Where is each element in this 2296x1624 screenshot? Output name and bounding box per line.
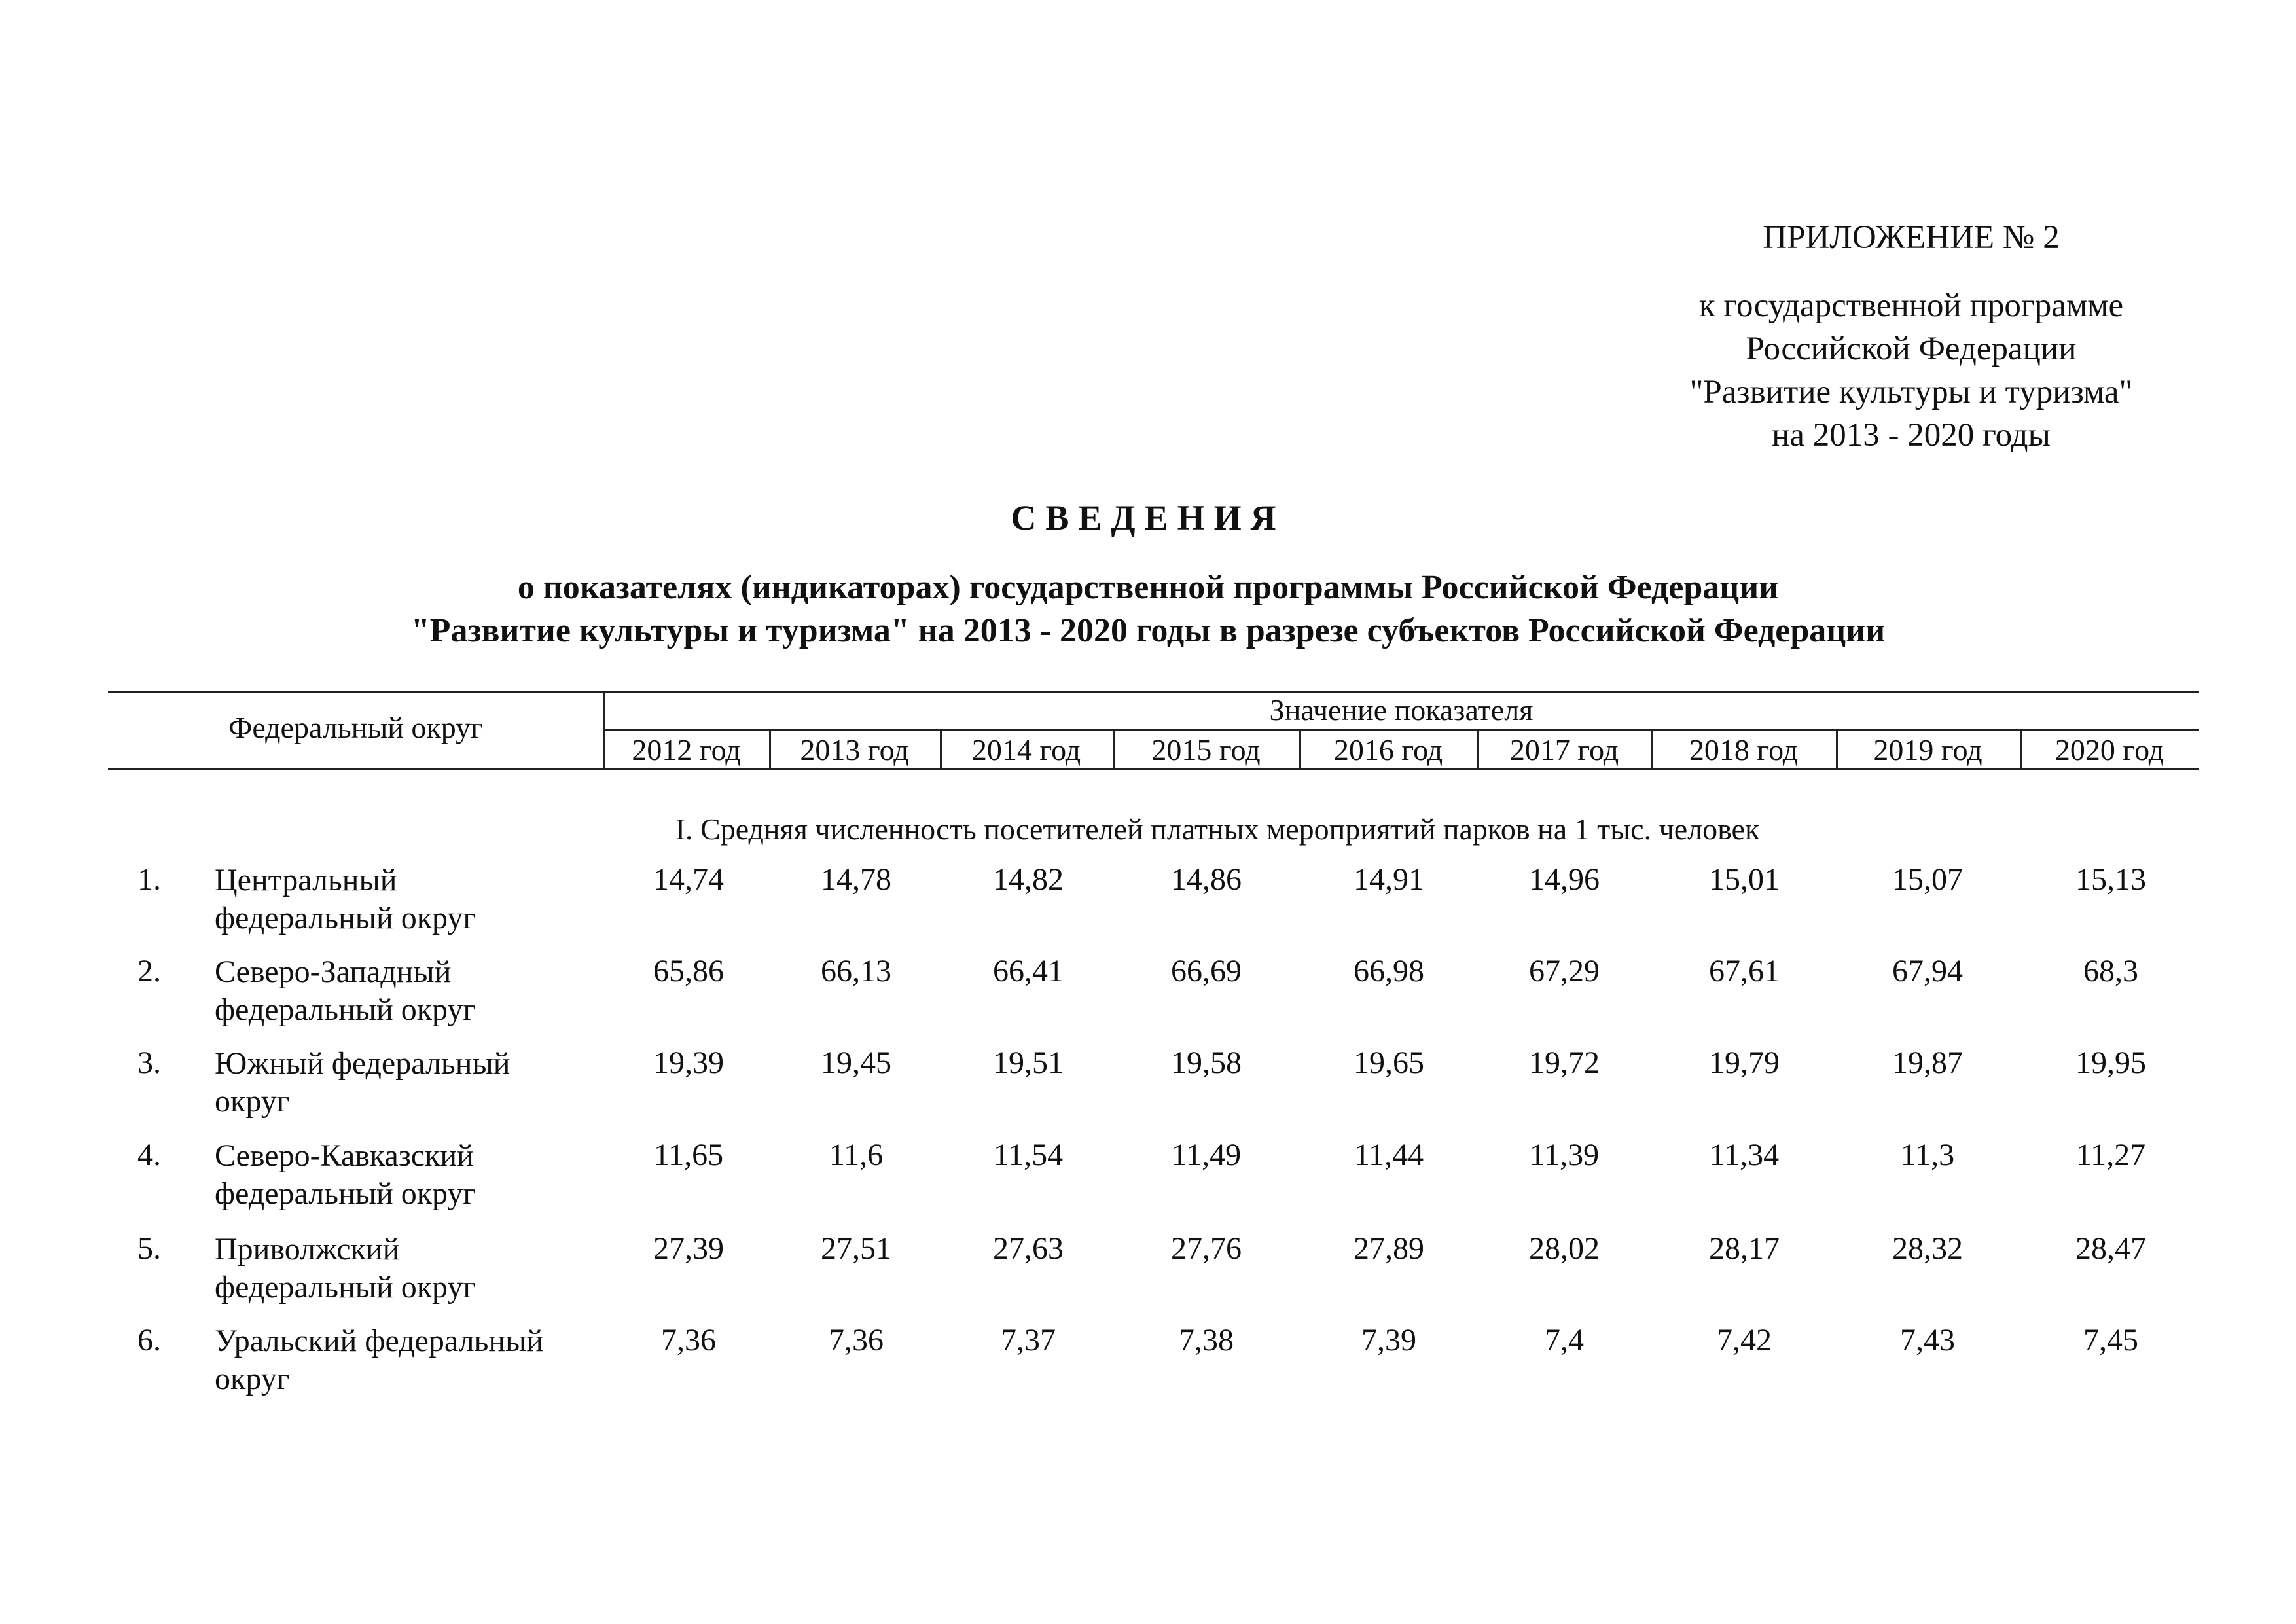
district-name-line: Уральский федеральный xyxy=(215,1324,544,1358)
indicator-value: 66,69 xyxy=(1171,954,1242,988)
district-name xyxy=(215,1137,607,1213)
indicator-value: 15,01 xyxy=(1709,862,1780,897)
header-year-cell: 2015 год xyxy=(1151,733,1261,767)
indicator-value: 11,39 xyxy=(1529,1138,1600,1172)
district-name-line: Приволжский xyxy=(215,1232,400,1267)
indicator-value: 19,72 xyxy=(1529,1045,1600,1080)
indicator-value: 7,45 xyxy=(2083,1323,2138,1358)
indicator-value: 19,45 xyxy=(821,1045,891,1080)
indicator-value: 19,39 xyxy=(653,1045,724,1080)
district-name-line: федеральный округ xyxy=(215,1270,476,1305)
indicator-value: 11,27 xyxy=(2075,1138,2146,1172)
indicator-value: 19,87 xyxy=(1892,1045,1963,1080)
row-number: 1. xyxy=(137,862,161,897)
district-name xyxy=(215,861,607,937)
row-number: 3. xyxy=(137,1045,161,1080)
indicator-value: 66,13 xyxy=(821,954,891,988)
indicator-value: 11,3 xyxy=(1900,1138,1955,1172)
row-number: 2. xyxy=(137,954,161,988)
indicator-value: 15,07 xyxy=(1892,862,1963,897)
indicator-value: 7,43 xyxy=(1900,1323,1955,1358)
indicator-value: 19,58 xyxy=(1171,1045,1242,1080)
header-year-cell: 2014 год xyxy=(971,733,1081,767)
indicator-value: 28,32 xyxy=(1892,1231,1963,1266)
indicator-value: 65,86 xyxy=(653,954,724,988)
indicator-value: 15,13 xyxy=(2075,862,2146,897)
indicator-value: 11,54 xyxy=(993,1138,1064,1172)
row-number: 5. xyxy=(137,1231,161,1266)
indicator-value: 27,39 xyxy=(653,1231,724,1266)
indicator-value: 7,36 xyxy=(661,1323,716,1358)
district-name-line: федеральный округ xyxy=(215,992,476,1027)
document-subtitle xyxy=(0,566,2296,653)
indicator-value: 7,38 xyxy=(1179,1323,1234,1358)
district-name-line: федеральный округ xyxy=(215,1176,476,1211)
appendix-block xyxy=(1584,216,2238,457)
header-indicator-value: Значение показателя xyxy=(1269,693,1534,727)
indicator-value: 14,82 xyxy=(993,862,1064,897)
header-year-cell: 2019 год xyxy=(1873,733,1982,767)
appendix-line: "Развитие культуры и туризма" xyxy=(1689,374,2133,410)
year-divider xyxy=(1477,729,1479,769)
year-divider xyxy=(1299,729,1301,769)
indicator-value: 14,74 xyxy=(653,862,724,897)
district-name-line: Южный федеральный xyxy=(215,1046,511,1081)
row-number: 6. xyxy=(137,1323,161,1358)
indicator-value: 19,65 xyxy=(1354,1045,1424,1080)
indicator-value: 7,36 xyxy=(829,1323,884,1358)
document-title: СВЕДЕНИЯ xyxy=(1011,498,1285,537)
district-name-line: округ xyxy=(215,1084,290,1119)
appendix-line: на 2013 - 2020 годы xyxy=(1772,417,2051,454)
indicator-value: 27,63 xyxy=(993,1231,1064,1266)
header-federal-district: Федеральный округ xyxy=(228,711,483,744)
header-year-cell: 2018 год xyxy=(1689,733,1799,767)
header-year-cell: 2012 год xyxy=(632,733,741,767)
indicator-value: 14,78 xyxy=(821,862,891,897)
indicator-value: 19,51 xyxy=(993,1045,1064,1080)
indicator-value: 66,98 xyxy=(1354,954,1424,988)
indicator-value: 11,44 xyxy=(1354,1138,1424,1172)
appendix-line: к государственной программе xyxy=(1698,287,2124,324)
year-divider xyxy=(1651,729,1653,769)
district-name-line: Центральный xyxy=(215,863,397,897)
indicator-value: 11,49 xyxy=(1171,1138,1242,1172)
district-name xyxy=(215,1322,607,1398)
year-divider xyxy=(1836,729,1838,769)
appendix-line: Российской Федерации xyxy=(1746,331,2077,367)
indicator-value: 7,39 xyxy=(1361,1323,1416,1358)
subtitle-line: о показателях (индикаторах) государственной программы Российской Федерации xyxy=(517,569,1779,606)
indicator-value: 67,94 xyxy=(1892,954,1963,988)
indicator-value: 14,86 xyxy=(1171,862,1242,897)
header-year-cell: 2016 год xyxy=(1333,733,1443,767)
header-year-cell: 2017 год xyxy=(1509,733,1619,767)
header-year-cell: 2013 год xyxy=(800,733,909,767)
indicator-value: 68,3 xyxy=(2083,954,2138,988)
district-name-line: федеральный округ xyxy=(215,901,476,935)
indicator-value: 7,4 xyxy=(1545,1323,1584,1358)
table-header-bottom-rule xyxy=(108,768,2199,770)
indicator-value: 11,6 xyxy=(829,1138,884,1172)
district-name-line: округ xyxy=(215,1362,290,1396)
indicator-value: 27,89 xyxy=(1354,1231,1424,1266)
appendix-heading: ПРИЛОЖЕНИЕ № 2 xyxy=(1763,219,2060,256)
indicator-value: 27,51 xyxy=(821,1231,891,1266)
year-divider xyxy=(2020,729,2022,769)
year-divider xyxy=(940,729,942,769)
section-title: I. Средняя численность посетителей платных мероприятий парков на 1 тыс. человек xyxy=(675,812,1760,846)
indicator-value: 11,65 xyxy=(653,1138,724,1172)
district-name xyxy=(215,953,607,1029)
indicator-value: 19,95 xyxy=(2075,1045,2146,1080)
indicator-value: 66,41 xyxy=(993,954,1064,988)
indicator-value: 11,34 xyxy=(1709,1138,1780,1172)
indicator-value: 7,42 xyxy=(1717,1323,1772,1358)
indicator-value: 28,02 xyxy=(1529,1231,1600,1266)
district-name-line: Северо-Кавказский xyxy=(215,1138,474,1173)
indicator-value: 14,91 xyxy=(1354,862,1424,897)
indicator-value: 28,47 xyxy=(2075,1231,2146,1266)
district-name xyxy=(215,1045,607,1121)
year-divider xyxy=(769,729,771,769)
table-header-midrule xyxy=(603,729,2199,731)
subtitle-line: "Развитие культуры и туризма" на 2013 - 2020 годы в разрезе субъектов Российской Федерации xyxy=(410,612,1886,649)
indicator-value: 19,79 xyxy=(1709,1045,1780,1080)
header-year-cell: 2020 год xyxy=(2054,733,2164,767)
district-name xyxy=(215,1231,607,1307)
indicator-value: 28,17 xyxy=(1709,1231,1780,1266)
district-name-line: Северо-Западный xyxy=(215,954,452,989)
indicator-value: 67,61 xyxy=(1709,954,1780,988)
indicator-value: 7,37 xyxy=(1001,1323,1056,1358)
indicator-value: 67,29 xyxy=(1529,954,1600,988)
indicator-value: 14,96 xyxy=(1529,862,1600,897)
year-divider xyxy=(1113,729,1115,769)
row-number: 4. xyxy=(137,1138,161,1172)
indicator-value: 27,76 xyxy=(1171,1231,1242,1266)
